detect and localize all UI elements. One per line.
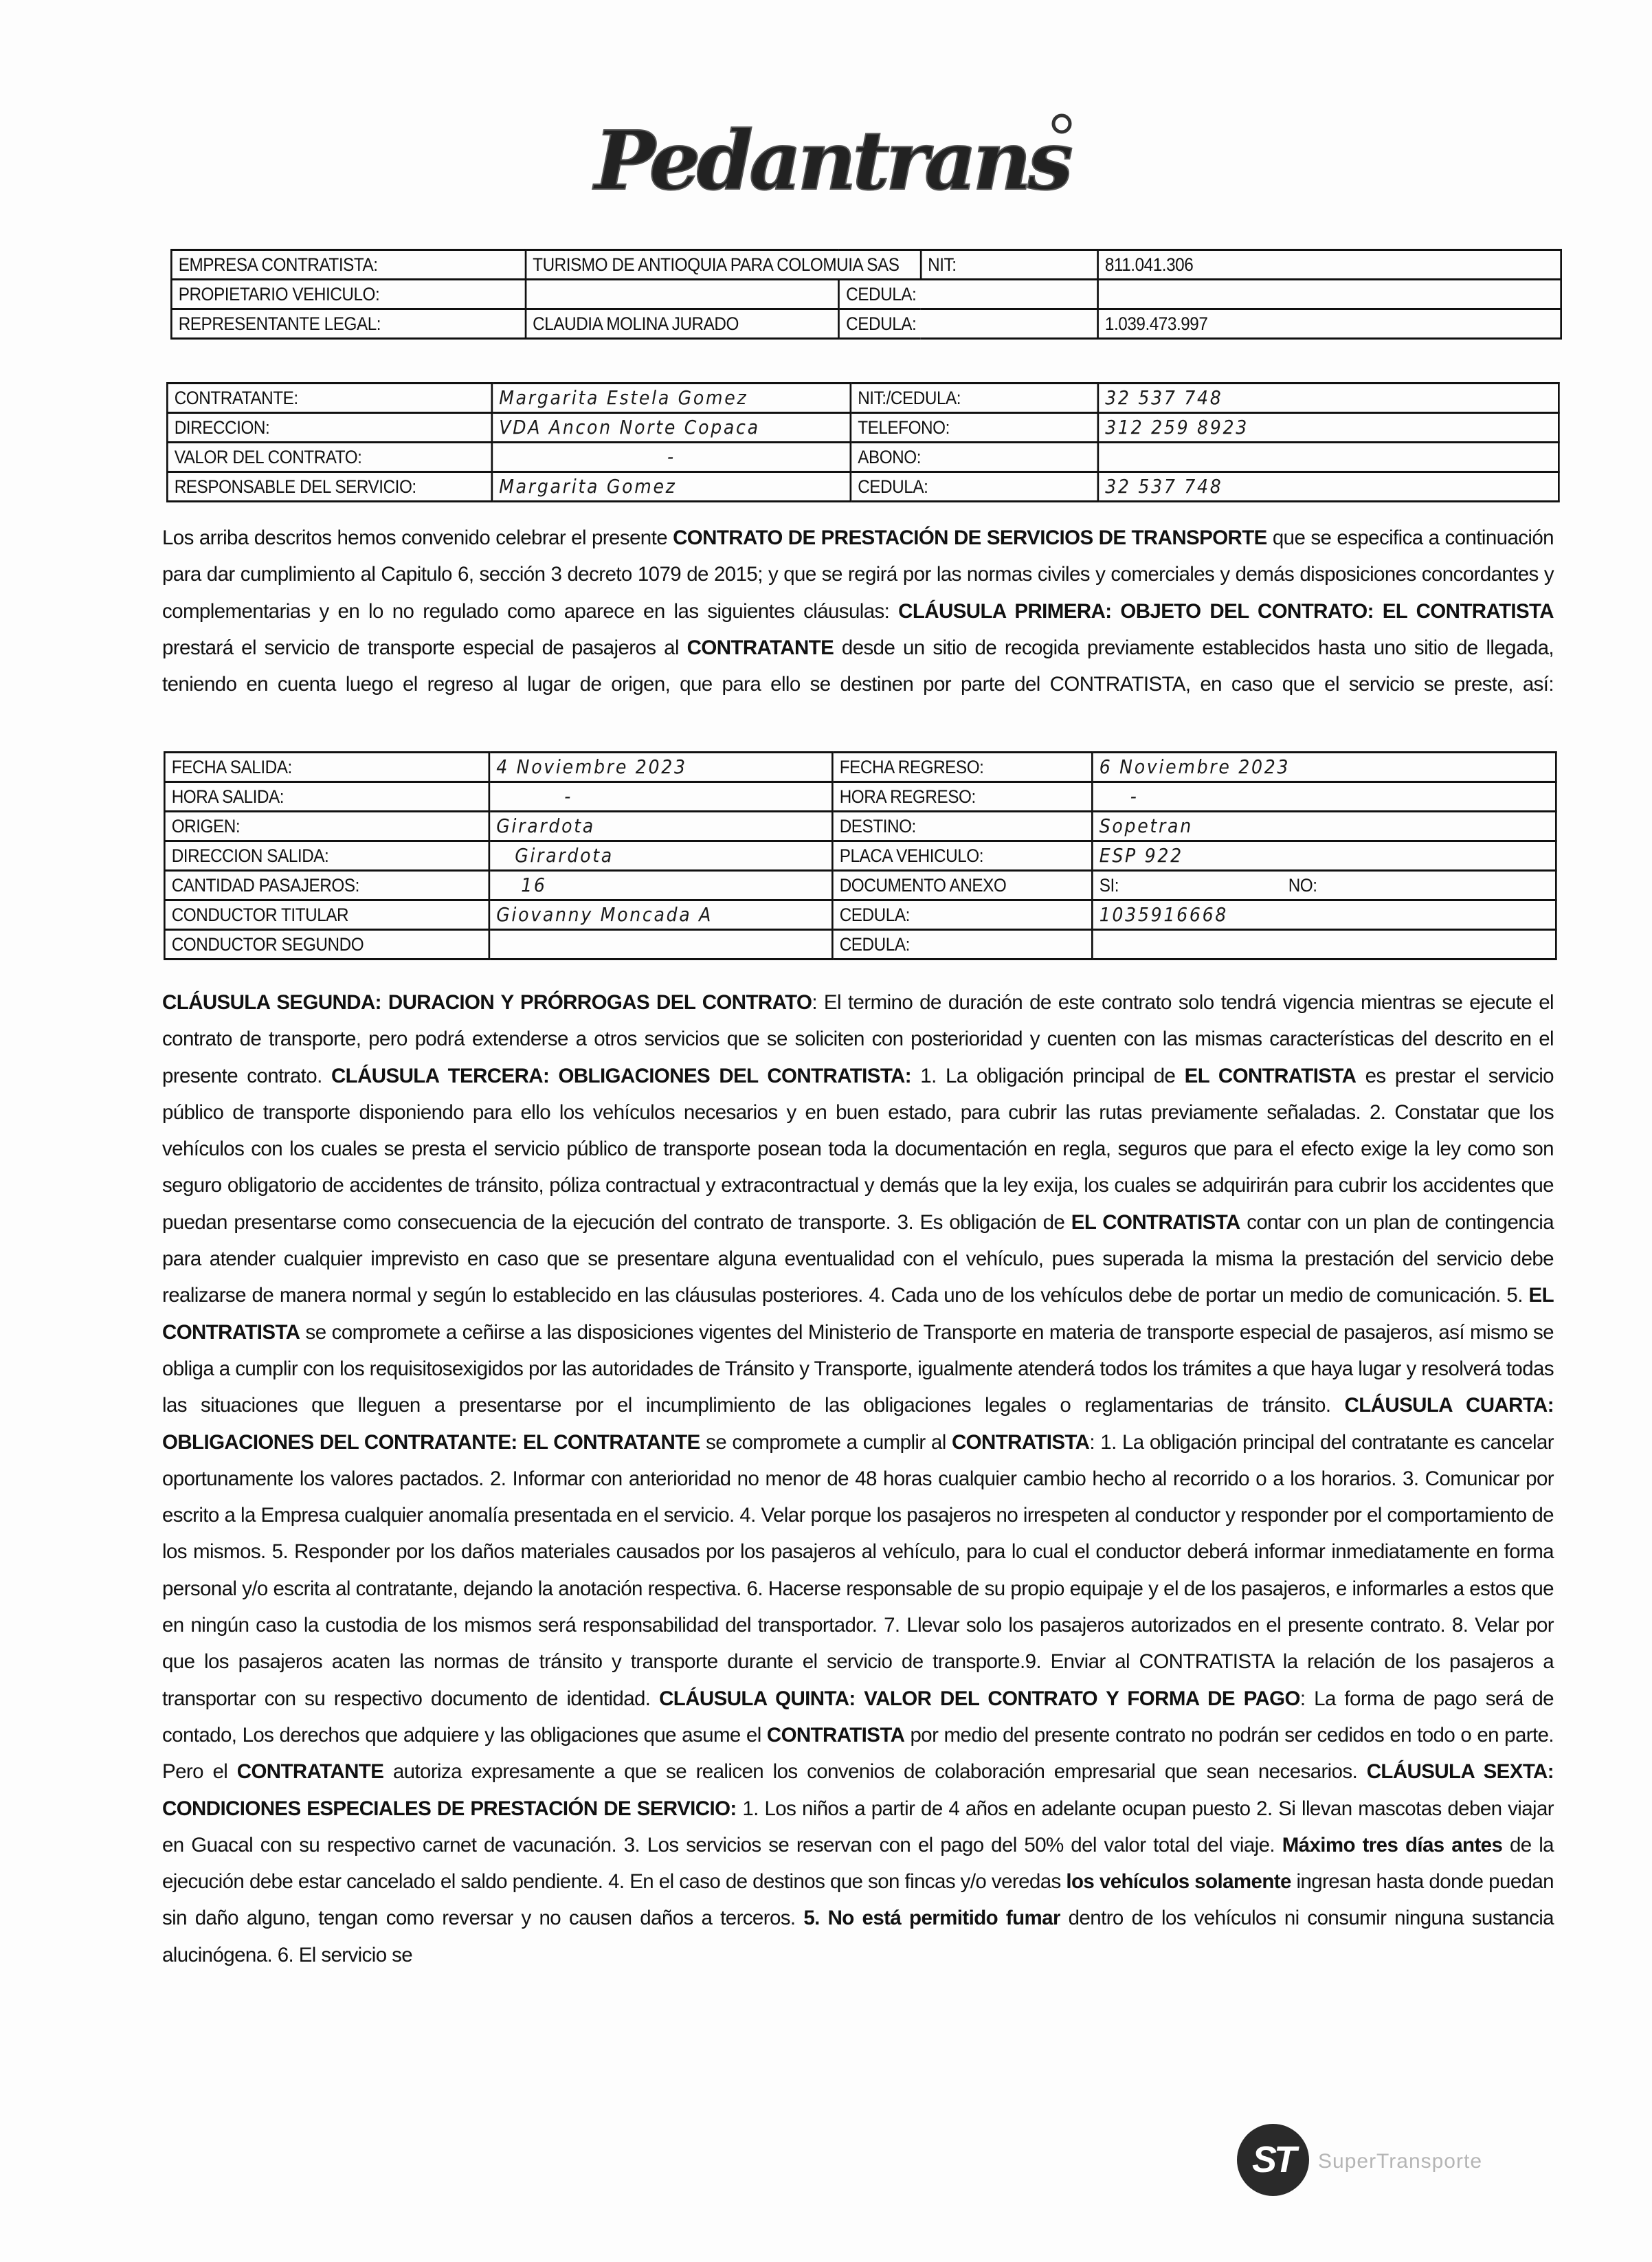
- field-value-handwritten: [1092, 930, 1556, 960]
- text-segment: : 1. La obligación principal del contratante es cancelar oportunamente los valores pactados. 2. Informar con anterioridad no menor de 48 horas cualquier cambio hecho al recorrido o a los horarios. 3. Comunicar por escrito a la Empresa cualquier anomalía presentada en el servicio. 4. Velar porque los pasajeros no irrespeten al conductor y responder por el comportamiento de los mismos. 5. Responder por los daños materiales causados por los pasajeros al vehículo, para lo cual el conductor deberá informar inmediatamente en forma personal y/o escrita al contratante, dejando la anotación respectiva. 6. Hacerse responsable de su propio equipaje y el de los pasajeros, e informarles a estos que en ningún caso la custodia de los mismos será responsabilidad del transportador. 7. Llevar solo los pasajeros autorizados en el presente contrato. 8. Velar por que los pasajeros acaten las normas de tránsito y transporte durante el servicio de transporte.9. Enviar al CONTRATISTA la relación de los pasajeros a transportar con su respectivo documento de identidad.: [162, 1430, 1554, 1710]
- field-value-handwritten: 6 Noviembre 2023: [1092, 753, 1556, 782]
- field-value-handwritten: 32 537 748: [1098, 384, 1559, 413]
- text-segment: ingresan hasta donde puedan sin daño alguno, tengan como reversar y no causen daños a terceros.: [162, 1870, 1554, 1930]
- text-segment: de la ejecución debe estar cancelado el saldo pendiente. 4. En el caso de destinos que son fincas y/o veredas: [162, 1833, 1554, 1894]
- text-segment: Los arriba descritos hemos convenido celebrar el presente: [162, 526, 673, 549]
- bold-text-segment: EL CONTRATISTA: [1184, 1064, 1357, 1087]
- field-label: DIRECCION SALIDA:: [164, 841, 489, 871]
- field-value-handwritten: Margarita Estela Gomez: [492, 384, 851, 413]
- table-row: [167, 443, 1559, 472]
- text-segment: es prestar el servicio público de transporte disponiendo para ello los vehículos necesarios y en buen estado, para cubrir las rutas previamente señaladas. 2. Constatar que los vehículos con los cuales se presta el servicio público de transporte posean toda la documentación en regla, seguros que para el efecto exige la ley como son seguro obligatorio de accidentes de tránsito, póliza contractual y extracontractual y demás que la ley exija, los cuales se adquirirán para cubrir los accidentes que puedan presentarse como consecuencia de la ejecución del contrato de transporte. 3. Es obligación de: [162, 1064, 1554, 1234]
- text-segment: autoriza expresamente a que se realicen los convenios de colaboración empresarial que sean necesarios.: [383, 1760, 1367, 1784]
- field-value-handwritten: 32 537 748: [1098, 472, 1559, 502]
- bold-text-segment: Máximo tres días antes: [1282, 1833, 1503, 1856]
- clauses-paragraph: [162, 984, 1554, 1973]
- field-value: [526, 280, 839, 309]
- annex-options: [1092, 871, 1556, 900]
- bold-text-segment: los vehículos solamente: [1066, 1870, 1291, 1894]
- text-segment: desde un sitio de recogida previamente establecidos hasta uno sitio de llegada, teniendo en cuenta luego el regreso al lugar de origen, que para ello se destinen por parte del CONTRATISTA, en caso que el servicio se preste, así:: [162, 636, 1554, 696]
- field-value-handwritten: 4 Noviembre 2023: [489, 753, 833, 782]
- field-label: FECHA SALIDA:: [164, 753, 489, 782]
- bold-text-segment: CLÁUSULA PRIMERA: OBJETO DEL CONTRATO: EL CONTRATISTA: [898, 599, 1554, 623]
- logo-script-image: [581, 110, 1117, 213]
- bold-text-segment: CONTRATO DE PRESTACIÓN DE SERVICIOS DE TRANSPORTE: [673, 526, 1267, 549]
- field-value: TURISMO DE ANTIOQUIA PARA COLOMUIA SAS: [526, 250, 921, 280]
- field-label: FECHA REGRESO:: [832, 753, 1092, 782]
- text-segment: prestará el servicio de transporte especial de pasajeros al: [162, 636, 687, 659]
- field-label: CEDULA:: [839, 309, 1098, 339]
- bold-text-segment: CLÁUSULA SEGUNDA: DURACION Y PRÓRROGAS DEL CONTRATO: [162, 991, 812, 1014]
- field-label: CONDUCTOR TITULAR: [164, 900, 489, 930]
- text-segment: se compromete a ceñirse a las disposiciones vigentes del Ministerio de Transporte en materia de transporte especial de pasajeros, así mismo se obliga a cumplir con los requisitosexigidos por las autoridades de Tránsito y Transporte, igualmente atenderá todos los trámites a que haya lugar y resolverá todas las situaciones que lleguen a presentarse por el incumplimiento de las obligaciones legales o reglamentarias de tránsito.: [162, 1320, 1554, 1417]
- field-label: REPRESENTANTE LEGAL:: [171, 309, 525, 339]
- field-label: CEDULA:: [832, 900, 1092, 930]
- field-label: ABONO:: [851, 443, 1098, 472]
- table-row: [164, 841, 1556, 871]
- field-label: CEDULA:: [832, 930, 1092, 960]
- text-segment: contar con un plan de contingencia para atender cualquier imprevisto en caso que se presentare alguna eventualidad con el vehículo, pues superada la misma la prestación del servicio debe realizarse de manera normal y según lo establecido en las cláusulas posteriores. 4. Cada uno de los vehículos debe de portar un medio de comunicación. 5.: [162, 1210, 1554, 1307]
- field-label: CONDUCTOR SEGUNDO: [164, 930, 489, 960]
- table-row: [164, 871, 1556, 900]
- field-value: 1.039.473.997: [1098, 309, 1561, 339]
- field-value-handwritten: Sopetran: [1092, 812, 1556, 841]
- annex-no-checkbox[interactable]: NO:: [1288, 875, 1317, 896]
- field-value-handwritten: Girardota: [489, 841, 833, 871]
- field-value-handwritten: 1035916668: [1092, 900, 1556, 930]
- text-segment: dentro de los vehículos ni consumir ninguna sustancia alucinógena. 6. El servicio se: [162, 1907, 1554, 1966]
- field-label: TELEFONO:: [851, 413, 1098, 443]
- text-segment: que se especifica a continuación para dar cumplimiento al Capitulo 6, sección 3 decreto 1079 de 2015; y que se regirá por las normas civiles y comerciales y demás disposiciones concordantes y complementarias y en lo no regulado como aparece en las siguientes cláusulas:: [162, 526, 1554, 623]
- field-label: CONTRATANTE:: [167, 384, 491, 413]
- field-label: RESPONSABLE DEL SERVICIO:: [167, 472, 491, 502]
- text-segment: : El termino de duración de este contrato solo tendrá vigencia mientras se ejecute el contrato de transporte, pero podrá extenderse a otros servicios que se soliciten con posterioridad y cuenten con las mismas características del descrito en el presente contrato.: [162, 991, 1554, 1087]
- bold-text-segment: EL CONTRATISTA: [1071, 1210, 1240, 1234]
- table-row: [171, 280, 1561, 309]
- bold-text-segment: CLÁUSULA SEXTA: CONDICIONES ESPECIALES DE PRESTACIÓN DE SERVICIO:: [162, 1760, 1554, 1820]
- table-row: [164, 812, 1556, 841]
- field-value-handwritten: [1098, 443, 1559, 472]
- field-label: CEDULA:: [839, 280, 1098, 309]
- table-row: [171, 309, 1561, 339]
- field-label: VALOR DEL CONTRATO:: [167, 443, 491, 472]
- bold-text-segment: CONTRATANTE: [236, 1760, 384, 1784]
- text-segment: por medio del presente contrato no podrán ser cedidos en todo o en parte. Pero el: [162, 1723, 1554, 1784]
- field-value-handwritten: VDA Ancon Norte Copaca: [492, 413, 851, 443]
- table-row: [167, 413, 1559, 443]
- field-label: PROPIETARIO VEHICULO:: [171, 280, 525, 309]
- bold-text-segment: CONTRATANTE: [687, 636, 834, 659]
- field-label: NIT:/CEDULA:: [851, 384, 1098, 413]
- annex-si-checkbox[interactable]: SI:: [1099, 875, 1119, 896]
- text-segment: 1. La obligación principal de: [911, 1064, 1185, 1087]
- field-value-handwritten: -: [492, 443, 851, 472]
- supertransporte-logo-icon: ST: [1237, 2124, 1309, 2196]
- field-value-handwritten: 16: [489, 871, 833, 900]
- field-label: PLACA VEHICULO:: [832, 841, 1092, 871]
- field-value-handwritten: 312 259 8923: [1098, 413, 1559, 443]
- table-row: [171, 250, 1561, 280]
- field-label: DOCUMENTO ANEXO: [832, 871, 1092, 900]
- bold-text-segment: 5. No está permitido fumar: [803, 1907, 1060, 1930]
- text-segment: 1. Los niños a partir de 4 años en adelante ocupan puesto 2. Si llevan mascotas deben viajar en Guacal con su respectivo carnet de vacunación. 3. Los servicios se reservan con el pago del 50% del valor total del viaje.: [162, 1797, 1554, 1856]
- text-segment: : La forma de pago será de contado, Los derechos que adquiere y las obligaciones que asume el: [162, 1687, 1554, 1747]
- field-label: CANTIDAD PASAJEROS:: [164, 871, 489, 900]
- company-table: [170, 249, 1562, 340]
- client-table: [166, 382, 1560, 502]
- table-row: [164, 782, 1556, 812]
- field-label: NIT:: [921, 250, 1098, 280]
- field-value-handwritten: -: [489, 782, 833, 812]
- bold-text-segment: CONTRATISTA: [766, 1723, 905, 1747]
- bold-text-segment: CLÁUSULA TERCERA: OBLIGACIONES DEL CONTRATISTA:: [331, 1064, 911, 1087]
- bold-text-segment: CLÁUSULA CUARTA: OBLIGACIONES DEL CONTRATANTE: EL CONTRATANTE: [162, 1394, 1554, 1454]
- trip-table: [164, 751, 1557, 960]
- supertransporte-text: SuperTransporte: [1318, 2150, 1483, 2173]
- table-row: [167, 384, 1559, 413]
- text-segment: se compromete a cumplir al: [700, 1430, 952, 1454]
- bold-text-segment: CONTRATISTA: [951, 1430, 1090, 1454]
- field-value-handwritten: [489, 930, 833, 960]
- table-row: [164, 900, 1556, 930]
- svg-text:Pedantrans: Pedantrans: [594, 113, 1069, 208]
- field-value-handwritten: ESP 922: [1092, 841, 1556, 871]
- company-logo: [581, 110, 1117, 213]
- field-label: DESTINO:: [832, 812, 1092, 841]
- field-label: HORA SALIDA:: [164, 782, 489, 812]
- field-value-handwritten: -: [1092, 782, 1556, 812]
- bold-text-segment: EL CONTRATISTA: [162, 1284, 1554, 1344]
- field-label: EMPRESA CONTRATISTA:: [171, 250, 525, 280]
- table-row: [164, 930, 1556, 960]
- table-row: [164, 753, 1556, 782]
- field-value-handwritten: Margarita Gomez: [492, 472, 851, 502]
- field-value: 811.041.306: [1098, 250, 1561, 280]
- field-label: DIRECCION:: [167, 413, 491, 443]
- bold-text-segment: CLÁUSULA QUINTA: VALOR DEL CONTRATO Y FORMA DE PAGO: [659, 1687, 1300, 1710]
- table-row: [167, 472, 1559, 502]
- field-value: CLAUDIA MOLINA JURADO: [526, 309, 839, 339]
- field-value-handwritten: Giovanny Moncada A: [489, 900, 833, 930]
- field-label: HORA REGRESO:: [832, 782, 1092, 812]
- intro-paragraph: [162, 520, 1554, 702]
- field-value: [1098, 280, 1561, 309]
- supertransporte-stamp: [1237, 2124, 1526, 2206]
- field-value-handwritten: Girardota: [489, 812, 833, 841]
- field-label: ORIGEN:: [164, 812, 489, 841]
- field-label: CEDULA:: [851, 472, 1098, 502]
